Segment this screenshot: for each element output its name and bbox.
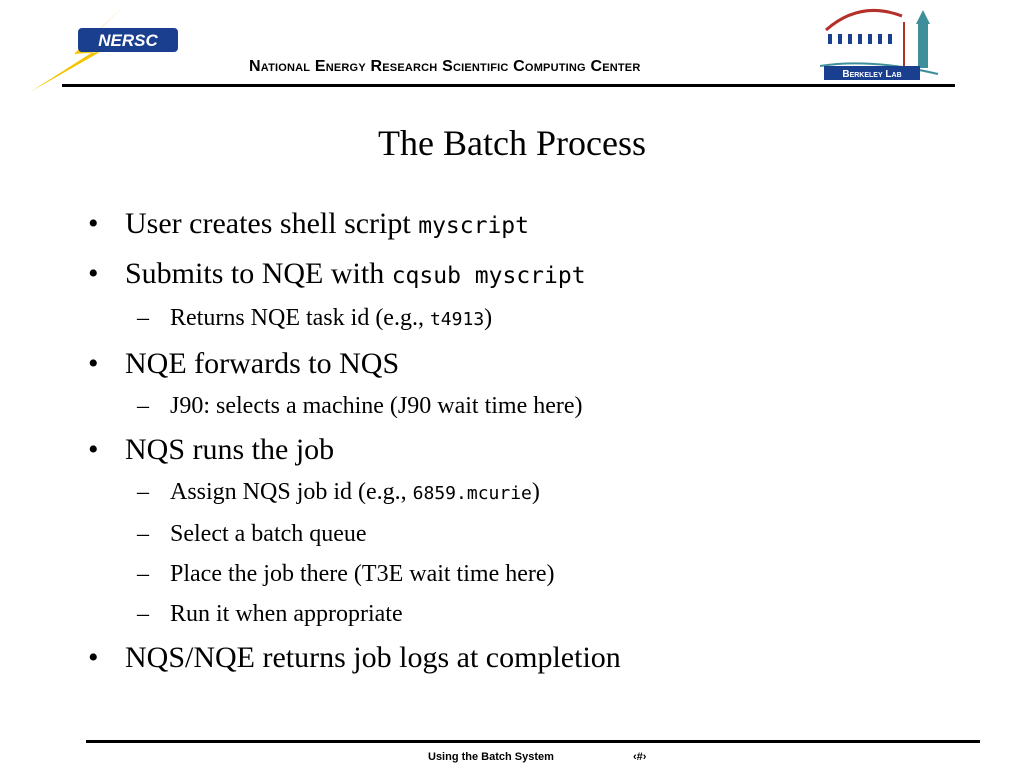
bullet-icon: • [88,641,99,674]
bullet-text: NQE forwards to NQS [125,347,400,380]
nersc-logo-text: NERSC [98,31,158,50]
org-title: National Energy Research Scientific Computing Center [249,58,641,75]
footer-text: Using the Batch System [428,751,554,763]
lab-name-text: Berkeley Lab [842,69,902,80]
bullet-icon: • [88,257,99,290]
sub-bullet-item [88,390,988,422]
sub-bullet-item [88,598,988,630]
dash-icon: – [137,561,149,587]
bullet-text: NQS/NQE returns job logs at completion [125,641,621,674]
bullet-item [88,204,988,246]
berkeley-lab-logo [820,4,948,82]
bullet-text: Assign NQS job id (e.g., [170,479,407,505]
bullet-text-suffix: ) [531,479,540,505]
bullet-text-suffix: ) [484,305,493,331]
bullet-text: Select a batch queue [170,521,367,547]
page-number: ‹#› [633,751,647,763]
header-divider [62,84,955,87]
dash-icon: – [137,305,149,331]
bullet-text: Run it when appropriate [170,601,403,627]
code-snippet: t4913 [429,309,485,330]
bullet-text: NQS runs the job [125,433,335,466]
bullet-item [88,254,988,296]
bullet-text: User creates shell script [125,207,411,240]
dash-icon: – [137,393,149,419]
bullet-text: J90: selects a machine (J90 wait time here) [170,393,583,419]
bullet-list [88,204,988,678]
nersc-logo [30,0,190,92]
bullet-icon: • [88,433,99,466]
dash-icon: – [137,479,149,505]
sub-bullet-item [88,302,988,336]
code-snippet: cqsub myscript [391,263,586,289]
code-snippet: myscript [418,213,529,239]
dash-icon: – [137,521,149,547]
code-snippet: 6859.mcurie [412,483,532,504]
slide-title: The Batch Process [378,123,646,163]
lab-arc-icon [826,10,902,30]
bullet-item [88,430,988,470]
bullet-icon: • [88,347,99,380]
sub-bullet-item [88,558,988,590]
bullet-text: Returns NQE task id (e.g., [170,305,424,331]
dash-icon: – [137,601,149,627]
sub-bullet-item [88,476,988,510]
footer-divider [86,740,980,743]
bullet-icon: • [88,207,99,240]
bullet-text: Place the job there (T3E wait time here) [170,561,555,587]
bullet-item [88,344,988,384]
building-icon [828,34,892,44]
bullet-text: Submits to NQE with [125,257,385,290]
bullet-item [88,638,988,678]
sub-bullet-item [88,518,988,550]
campanile-tower-icon [904,10,930,68]
